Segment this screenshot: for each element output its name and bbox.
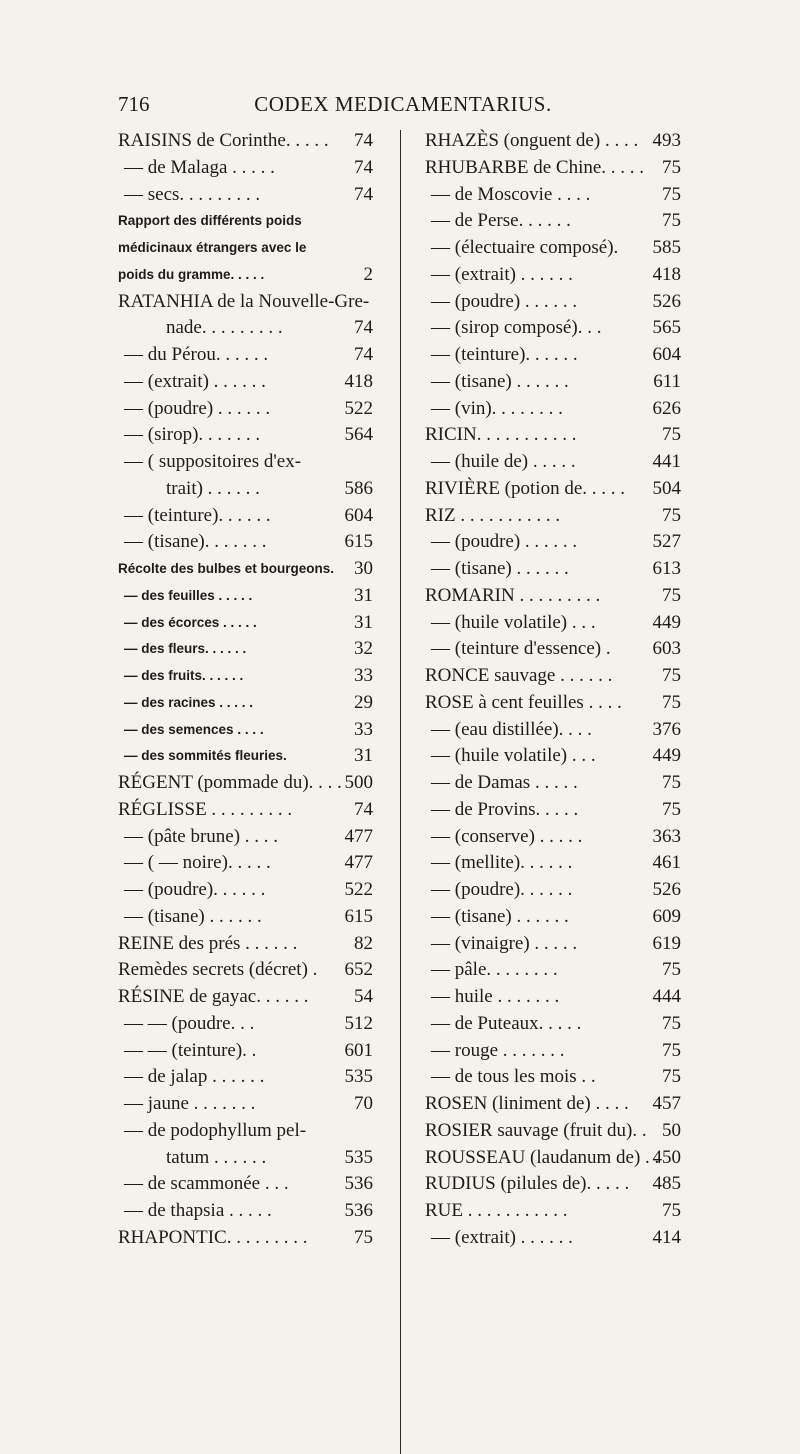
- entry-page-number: 613: [652, 558, 681, 579]
- entry-text: ROMARIN . . . . . . . . .: [425, 584, 601, 606]
- entry-text: — — (teinture). .: [124, 1039, 257, 1061]
- entry-page-number: 31: [354, 611, 373, 633]
- entry-page-number: 535: [344, 1066, 373, 1088]
- index-entry: [425, 770, 681, 797]
- index-entry: [118, 128, 373, 155]
- index-entry: [425, 877, 681, 904]
- entry-text: RATANHIA de la Nouvelle-Gre-: [118, 290, 370, 312]
- entry-page-number: 32: [354, 638, 373, 660]
- entry-text: — des racines . . . . .: [124, 694, 254, 710]
- entry-page-number: 626: [652, 397, 681, 419]
- entry-page-number: 74: [354, 130, 373, 151]
- entry-page-number: 611: [653, 370, 681, 392]
- entry-page-number: 585: [652, 237, 681, 258]
- index-entry: [425, 289, 681, 316]
- entry-text: RHAZÈS (onguent de) . . . .: [425, 130, 639, 151]
- entry-text: — (huile volatile) . . .: [431, 611, 596, 633]
- entry-text: — du Pérou. . . . . .: [124, 344, 269, 365]
- entry-text: — des semences . . . .: [124, 721, 264, 737]
- entry-page-number: 536: [344, 1200, 373, 1221]
- entry-page-number: 493: [652, 130, 681, 151]
- entry-text: — de jalap . . . . . .: [124, 1066, 265, 1088]
- entry-text: RÉGENT (pommade du). . . .: [118, 772, 342, 793]
- entry-text: — (conserve) . . . . .: [431, 825, 583, 847]
- entry-text: — des fleurs. . . . . .: [124, 641, 247, 657]
- index-entry: [118, 262, 373, 289]
- index-entry: [118, 1091, 373, 1118]
- index-entry: [118, 877, 373, 904]
- entry-page-number: 75: [662, 183, 681, 205]
- entry-text: REINE des prés . . . . . .: [118, 932, 298, 954]
- entry-page-number: 485: [652, 1173, 681, 1195]
- entry-text: — des sommités fleuries.: [124, 748, 287, 764]
- entry-page-number: 526: [652, 290, 681, 312]
- entry-text: — secs. . . . . . . . .: [124, 183, 261, 205]
- entry-page-number: 2: [363, 263, 373, 285]
- index-entry: [118, 182, 373, 209]
- entry-page-number: 564: [344, 424, 373, 446]
- index-entry: [118, 1225, 373, 1252]
- entry-text: — (extrait) . . . . . .: [431, 1226, 573, 1248]
- entry-page-number: 31: [354, 745, 373, 767]
- entry-page-number: 75: [662, 424, 681, 446]
- entry-page-number: 449: [652, 745, 681, 767]
- entry-page-number: 461: [652, 852, 681, 874]
- page-header: [118, 92, 688, 118]
- entry-text: — (pâte brune) . . . .: [124, 825, 279, 847]
- entry-page-number: 75: [662, 959, 681, 981]
- entry-page-number: 449: [652, 611, 681, 633]
- entry-page-number: 75: [662, 156, 681, 178]
- entry-page-number: 512: [344, 1012, 373, 1034]
- entry-page-number: 82: [354, 932, 373, 954]
- entry-page-number: 477: [344, 852, 373, 874]
- index-entry: [425, 1064, 681, 1091]
- entry-text: — de tous les mois . .: [431, 1066, 596, 1088]
- index-entry: [425, 931, 681, 958]
- entry-page-number: 615: [344, 531, 373, 553]
- entry-text: — (huile de) . . . . .: [431, 451, 576, 472]
- index-entry: [425, 422, 681, 449]
- column-divider: [400, 130, 401, 1454]
- index-entry: [425, 503, 681, 530]
- entry-text: RIVIÈRE (potion de. . . . .: [425, 477, 626, 499]
- entry-text: — de thapsia . . . . .: [124, 1200, 272, 1221]
- entry-text: RAISINS de Corinthe. . . . .: [118, 130, 329, 151]
- index-entry: [425, 1038, 681, 1065]
- entry-text: — (teinture). . . . . .: [124, 504, 271, 526]
- entry-page-number: 75: [662, 504, 681, 526]
- index-entry: [118, 503, 373, 530]
- entry-page-number: 74: [354, 317, 373, 339]
- index-entry: [118, 824, 373, 851]
- index-entry: [118, 449, 373, 476]
- entry-text: Remèdes secrets (décret) .: [118, 959, 318, 981]
- index-entry: [425, 1145, 681, 1172]
- index-entry: [118, 369, 373, 396]
- entry-page-number: 477: [344, 825, 373, 847]
- index-entry: [118, 931, 373, 958]
- index-entry: [118, 1038, 373, 1065]
- entry-text: — (tisane) . . . . . .: [431, 370, 569, 392]
- entry-text: — de scammonée . . .: [124, 1173, 289, 1195]
- index-entry: [118, 1171, 373, 1198]
- entry-text: — des fruits. . . . . .: [124, 668, 244, 683]
- index-entry: [118, 396, 373, 423]
- entry-text: — des feuilles . . . . .: [124, 587, 253, 603]
- entry-page-number: 75: [662, 691, 681, 713]
- entry-page-number: 441: [652, 451, 681, 472]
- index-entry: [425, 182, 681, 209]
- entry-page-number: 586: [344, 477, 373, 499]
- entry-page-number: 457: [652, 1093, 681, 1114]
- entry-text: — (tisane) . . . . . .: [124, 905, 262, 927]
- entry-text: — (extrait) . . . . . .: [124, 370, 266, 392]
- entry-text: ROSE à cent feuilles . . . .: [425, 691, 622, 713]
- index-column-left: [118, 128, 373, 1252]
- entry-text: — jaune . . . . . . .: [124, 1093, 256, 1114]
- entry-page-number: 418: [344, 370, 373, 392]
- index-entry: [425, 957, 681, 984]
- entry-text: — (teinture d'essence) .: [431, 638, 611, 660]
- entry-page-number: 652: [344, 959, 373, 981]
- entry-text: nade. . . . . . . . .: [166, 317, 283, 339]
- entry-text: RONCE sauvage . . . . . .: [425, 665, 613, 686]
- entry-text: — (poudre). . . . . .: [124, 879, 266, 900]
- index-entry: [425, 904, 681, 931]
- entry-text: — de Puteaux. . . . .: [431, 1012, 582, 1034]
- entry-text: tatum . . . . . .: [166, 1146, 267, 1168]
- entry-page-number: 500: [344, 772, 373, 793]
- entry-text: — (poudre) . . . . . .: [431, 531, 578, 553]
- index-entry: [118, 904, 373, 931]
- entry-page-number: 601: [344, 1039, 373, 1061]
- index-entry: [118, 556, 373, 583]
- index-entry: [425, 984, 681, 1011]
- index-entry: [118, 636, 373, 663]
- entry-page-number: 450: [652, 1146, 681, 1168]
- index-entry: [425, 690, 681, 717]
- entry-page-number: 74: [354, 798, 373, 820]
- entry-text: — ( — noire). . . . .: [124, 852, 271, 874]
- entry-text: poids du gramme. . . . .: [118, 266, 265, 282]
- entry-text: RUDIUS (pilules de). . . . .: [425, 1173, 630, 1195]
- index-entry: [118, 690, 373, 717]
- index-entry: [425, 1171, 681, 1198]
- index-entry: [425, 208, 681, 235]
- index-entry: [425, 396, 681, 423]
- index-entry: [118, 235, 373, 262]
- entry-text: — ( suppositoires d'ex-: [124, 451, 302, 472]
- entry-page-number: 522: [344, 397, 373, 419]
- entry-page-number: 74: [354, 183, 373, 205]
- index-entry: [425, 449, 681, 476]
- entry-text: — (poudre) . . . . . .: [124, 397, 271, 419]
- entry-page-number: 50: [662, 1119, 681, 1141]
- entry-page-number: 33: [354, 665, 373, 686]
- index-entry: [118, 1145, 373, 1172]
- entry-page-number: 444: [652, 986, 681, 1007]
- index-entry: [425, 1118, 681, 1145]
- entry-text: — (vinaigre) . . . . .: [431, 932, 578, 954]
- entry-text: Récolte des bulbes et bourgeons.: [118, 561, 335, 576]
- index-entry: [118, 770, 373, 797]
- entry-text: — (extrait) . . . . . .: [431, 263, 573, 285]
- entry-text: — — (poudre. . .: [124, 1012, 255, 1034]
- entry-page-number: 75: [662, 1012, 681, 1034]
- entry-text: ROSIER sauvage (fruit du). .: [425, 1119, 647, 1141]
- entry-page-number: 526: [652, 879, 681, 900]
- entry-text: ROUSSEAU (laudanum de) . .: [425, 1146, 660, 1168]
- entry-text: — (teinture). . . . . .: [431, 344, 578, 365]
- entry-page-number: 603: [652, 638, 681, 660]
- index-entry: [425, 128, 681, 155]
- entry-text: — (huile volatile) . . .: [431, 745, 596, 767]
- index-entry: [425, 636, 681, 663]
- index-entry: [425, 610, 681, 637]
- entry-page-number: 504: [652, 477, 681, 499]
- index-entry: [118, 957, 373, 984]
- index-entry: [425, 476, 681, 503]
- entry-page-number: 70: [354, 1093, 373, 1114]
- entry-page-number: 54: [354, 986, 373, 1007]
- index-entry: [118, 155, 373, 182]
- index-entry: [118, 797, 373, 824]
- entry-text: trait) . . . . . .: [166, 477, 260, 499]
- index-entry: [118, 610, 373, 637]
- entry-text: — (mellite). . . . . .: [431, 852, 573, 874]
- entry-text: ROSEN (liniment de) . . . .: [425, 1093, 629, 1114]
- entry-text: — (électuaire composé).: [431, 237, 619, 258]
- entry-text: RÉSINE de gayac. . . . . .: [118, 986, 309, 1007]
- entry-page-number: 619: [652, 932, 681, 954]
- entry-text: — rouge . . . . . . .: [431, 1039, 565, 1061]
- index-entry: [425, 1225, 681, 1252]
- index-column-right: [425, 128, 681, 1252]
- entry-text: — (eau distillée). . . .: [431, 718, 592, 740]
- entry-text: — (vin). . . . . . . .: [431, 397, 563, 419]
- entry-text: — de Moscovie . . . .: [431, 183, 591, 205]
- entry-text: — de Perse. . . . . .: [431, 210, 571, 232]
- entry-page-number: 74: [354, 344, 373, 365]
- entry-page-number: 376: [652, 718, 681, 740]
- entry-page-number: 615: [344, 905, 373, 927]
- index-entry: [118, 1064, 373, 1091]
- entry-text: — pâle. . . . . . . .: [431, 959, 558, 981]
- index-entry: [118, 342, 373, 369]
- entry-text: RHAPONTIC. . . . . . . . .: [118, 1226, 308, 1248]
- index-entry: [425, 235, 681, 262]
- index-entry: [118, 208, 373, 235]
- index-entry: [118, 984, 373, 1011]
- index-entry: [118, 663, 373, 690]
- entry-page-number: 75: [662, 798, 681, 820]
- entry-page-number: 418: [652, 263, 681, 285]
- index-entry: [425, 1091, 681, 1118]
- entry-text: — de Damas . . . . .: [431, 772, 578, 793]
- index-entry: [425, 850, 681, 877]
- entry-text: RICIN. . . . . . . . . . .: [425, 424, 577, 446]
- entry-page-number: 609: [652, 905, 681, 927]
- index-entry: [118, 476, 373, 503]
- entry-text: — de Malaga . . . . .: [124, 156, 275, 178]
- index-entry: [118, 529, 373, 556]
- entry-page-number: 75: [662, 1039, 681, 1061]
- entry-text: RUE . . . . . . . . . . .: [425, 1200, 568, 1221]
- index-entry: [118, 717, 373, 744]
- entry-text: — (sirop). . . . . . .: [124, 424, 261, 446]
- index-entry: [118, 315, 373, 342]
- index-entry: [425, 1198, 681, 1225]
- entry-text: — de Provins. . . . .: [431, 798, 579, 820]
- entry-page-number: 527: [652, 531, 681, 553]
- entry-text: médicinaux étrangers avec le: [118, 240, 307, 255]
- index-entry: [118, 583, 373, 610]
- index-entry: [118, 289, 373, 316]
- index-entry: [118, 1118, 373, 1145]
- entry-page-number: 75: [662, 772, 681, 793]
- entry-text: RÉGLISSE . . . . . . . . .: [118, 798, 293, 820]
- entry-page-number: 29: [354, 691, 373, 713]
- index-entry: [425, 369, 681, 396]
- entry-text: — (tisane) . . . . . .: [431, 905, 569, 927]
- index-entry: [118, 850, 373, 877]
- entry-page-number: 75: [662, 584, 681, 606]
- page-number: 716: [118, 92, 150, 116]
- entry-page-number: 75: [662, 1066, 681, 1088]
- running-title: CODEX MEDICAMENTARIUS.: [254, 92, 552, 116]
- entry-page-number: 536: [344, 1173, 373, 1195]
- index-entry: [425, 824, 681, 851]
- index-entry: [425, 663, 681, 690]
- entry-page-number: 30: [354, 558, 373, 579]
- entry-page-number: 75: [662, 1200, 681, 1221]
- entry-text: RIZ . . . . . . . . . . .: [425, 504, 561, 526]
- entry-page-number: 363: [652, 825, 681, 847]
- entry-page-number: 75: [662, 665, 681, 686]
- entry-page-number: 31: [354, 584, 373, 606]
- index-entry: [118, 1198, 373, 1225]
- entry-page-number: 604: [652, 344, 681, 365]
- entry-page-number: 604: [344, 504, 373, 526]
- index-entry: [118, 743, 373, 770]
- index-entry: [425, 743, 681, 770]
- index-entry: [425, 797, 681, 824]
- entry-text: — des écorces . . . . .: [124, 614, 257, 630]
- entry-page-number: 522: [344, 879, 373, 900]
- index-entry: [425, 155, 681, 182]
- entry-page-number: 535: [344, 1146, 373, 1168]
- entry-text: — de podophyllum pel-: [124, 1119, 307, 1141]
- entry-text: — (tisane) . . . . . .: [431, 558, 569, 579]
- entry-page-number: 75: [662, 210, 681, 232]
- index-entry: [425, 1011, 681, 1038]
- index-entry: [425, 556, 681, 583]
- index-entry: [425, 342, 681, 369]
- entry-page-number: 565: [652, 317, 681, 339]
- entry-page-number: 33: [354, 718, 373, 740]
- entry-text: — huile . . . . . . .: [431, 986, 560, 1007]
- index-entry: [425, 529, 681, 556]
- index-entry: [425, 717, 681, 744]
- entry-text: RHUBARBE de Chine. . . . .: [425, 156, 645, 178]
- index-entry: [118, 422, 373, 449]
- index-entry: [118, 1011, 373, 1038]
- entry-text: — (tisane). . . . . . .: [124, 531, 267, 553]
- entry-text: — (poudre) . . . . . .: [431, 290, 578, 312]
- entry-page-number: 75: [354, 1226, 373, 1248]
- entry-text: — (poudre). . . . . .: [431, 879, 573, 900]
- index-entry: [425, 583, 681, 610]
- index-entry: [425, 262, 681, 289]
- entry-text: — (sirop composé). . .: [431, 317, 602, 339]
- entry-page-number: 414: [652, 1226, 681, 1248]
- entry-text: Rapport des différents poids: [118, 213, 302, 229]
- entry-page-number: 74: [354, 156, 373, 178]
- index-entry: [425, 315, 681, 342]
